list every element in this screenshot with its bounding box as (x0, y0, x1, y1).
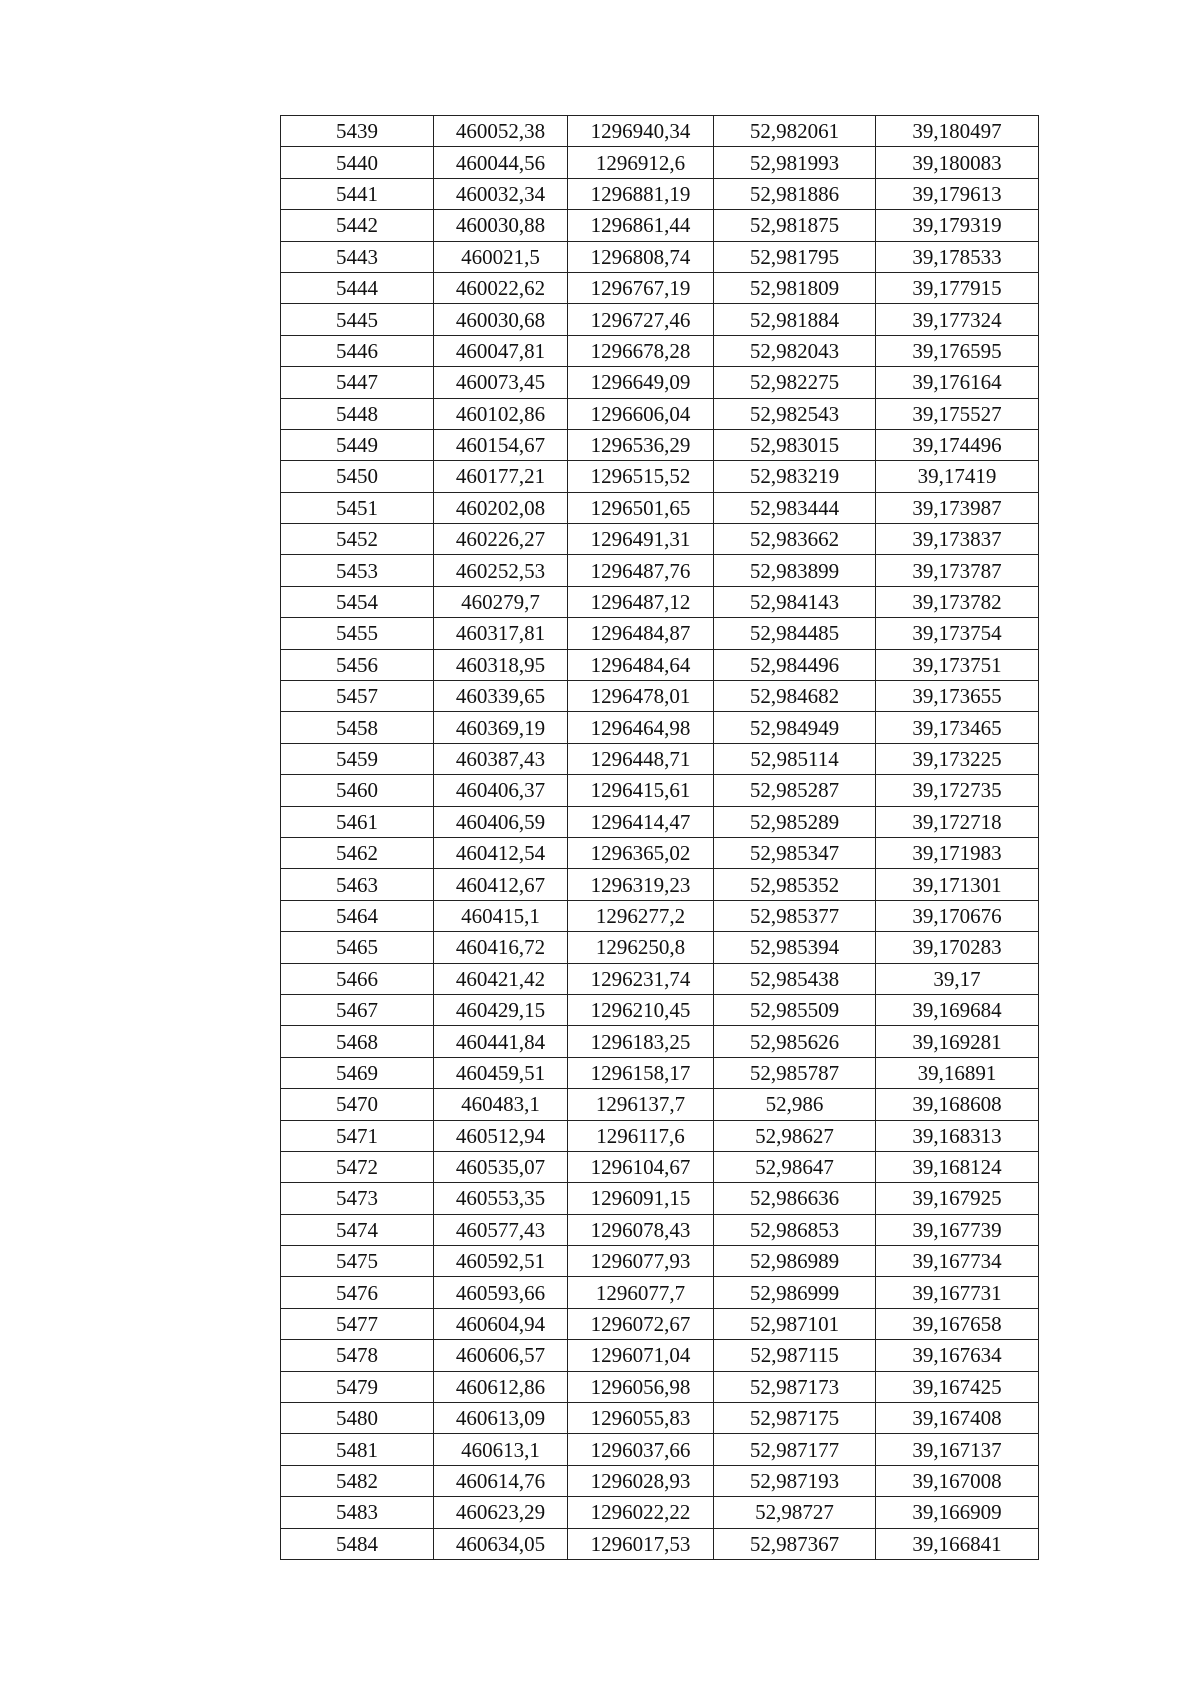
table-row (281, 932, 1039, 963)
x-coordinate-cell: 460604,94 (434, 1308, 568, 1339)
table-row (281, 712, 1039, 743)
latitude-cell: 52,985626 (714, 1026, 876, 1057)
x-coordinate-cell: 460406,37 (434, 775, 568, 806)
longitude-cell: 39,180497 (876, 116, 1039, 147)
latitude-cell: 52,98627 (714, 1120, 876, 1151)
y-coordinate-cell: 1296077,93 (568, 1246, 714, 1277)
point-number-cell: 5444 (281, 272, 434, 303)
point-number-cell: 5442 (281, 210, 434, 241)
latitude-cell: 52,981993 (714, 147, 876, 178)
point-number-cell: 5469 (281, 1057, 434, 1088)
longitude-cell: 39,167408 (876, 1403, 1039, 1434)
x-coordinate-cell: 460030,88 (434, 210, 568, 241)
point-number-cell: 5476 (281, 1277, 434, 1308)
point-number-cell: 5470 (281, 1089, 434, 1120)
y-coordinate-cell: 1296881,19 (568, 178, 714, 209)
x-coordinate-cell: 460317,81 (434, 618, 568, 649)
x-coordinate-cell: 460441,84 (434, 1026, 568, 1057)
x-coordinate-cell: 460593,66 (434, 1277, 568, 1308)
y-coordinate-cell: 1296478,01 (568, 681, 714, 712)
y-coordinate-cell: 1296117,6 (568, 1120, 714, 1151)
point-number-cell: 5457 (281, 681, 434, 712)
longitude-cell: 39,170676 (876, 900, 1039, 931)
table-row (281, 1277, 1039, 1308)
latitude-cell: 52,985509 (714, 994, 876, 1025)
y-coordinate-cell: 1296277,2 (568, 900, 714, 931)
x-coordinate-cell: 460030,68 (434, 304, 568, 335)
point-number-cell: 5452 (281, 524, 434, 555)
longitude-cell: 39,167425 (876, 1371, 1039, 1402)
y-coordinate-cell: 1296028,93 (568, 1465, 714, 1496)
longitude-cell: 39,176595 (876, 335, 1039, 366)
y-coordinate-cell: 1296487,76 (568, 555, 714, 586)
point-number-cell: 5455 (281, 618, 434, 649)
longitude-cell: 39,171301 (876, 869, 1039, 900)
x-coordinate-cell: 460592,51 (434, 1246, 568, 1277)
latitude-cell: 52,985289 (714, 806, 876, 837)
x-coordinate-cell: 460634,05 (434, 1528, 568, 1559)
table-row (281, 367, 1039, 398)
table-row (281, 1403, 1039, 1434)
longitude-cell: 39,173655 (876, 681, 1039, 712)
y-coordinate-cell: 1296415,61 (568, 775, 714, 806)
longitude-cell: 39,177915 (876, 272, 1039, 303)
longitude-cell: 39,167634 (876, 1340, 1039, 1371)
table-row (281, 1465, 1039, 1496)
table-row (281, 806, 1039, 837)
longitude-cell: 39,173754 (876, 618, 1039, 649)
y-coordinate-cell: 1296365,02 (568, 837, 714, 868)
y-coordinate-cell: 1296072,67 (568, 1308, 714, 1339)
y-coordinate-cell: 1296808,74 (568, 241, 714, 272)
coordinates-table-body (281, 116, 1039, 1560)
point-number-cell: 5471 (281, 1120, 434, 1151)
longitude-cell: 39,17 (876, 963, 1039, 994)
y-coordinate-cell: 1296037,66 (568, 1434, 714, 1465)
point-number-cell: 5450 (281, 461, 434, 492)
table-row (281, 1308, 1039, 1339)
point-number-cell: 5464 (281, 900, 434, 931)
x-coordinate-cell: 460154,67 (434, 429, 568, 460)
longitude-cell: 39,180083 (876, 147, 1039, 178)
x-coordinate-cell: 460052,38 (434, 116, 568, 147)
latitude-cell: 52,984485 (714, 618, 876, 649)
y-coordinate-cell: 1296056,98 (568, 1371, 714, 1402)
longitude-cell: 39,167137 (876, 1434, 1039, 1465)
latitude-cell: 52,987193 (714, 1465, 876, 1496)
latitude-cell: 52,985347 (714, 837, 876, 868)
x-coordinate-cell: 460577,43 (434, 1214, 568, 1245)
longitude-cell: 39,172718 (876, 806, 1039, 837)
point-number-cell: 5482 (281, 1465, 434, 1496)
table-row (281, 555, 1039, 586)
latitude-cell: 52,984496 (714, 649, 876, 680)
point-number-cell: 5456 (281, 649, 434, 680)
y-coordinate-cell: 1296071,04 (568, 1340, 714, 1371)
point-number-cell: 5466 (281, 963, 434, 994)
y-coordinate-cell: 1296536,29 (568, 429, 714, 460)
latitude-cell: 52,985787 (714, 1057, 876, 1088)
point-number-cell: 5472 (281, 1151, 434, 1182)
point-number-cell: 5441 (281, 178, 434, 209)
x-coordinate-cell: 460614,76 (434, 1465, 568, 1496)
x-coordinate-cell: 460613,09 (434, 1403, 568, 1434)
point-number-cell: 5447 (281, 367, 434, 398)
latitude-cell: 52,986636 (714, 1183, 876, 1214)
table-row (281, 649, 1039, 680)
longitude-cell: 39,167731 (876, 1277, 1039, 1308)
y-coordinate-cell: 1296861,44 (568, 210, 714, 241)
y-coordinate-cell: 1296940,34 (568, 116, 714, 147)
point-number-cell: 5468 (281, 1026, 434, 1057)
latitude-cell: 52,987101 (714, 1308, 876, 1339)
y-coordinate-cell: 1296649,09 (568, 367, 714, 398)
y-coordinate-cell: 1296767,19 (568, 272, 714, 303)
x-coordinate-cell: 460369,19 (434, 712, 568, 743)
latitude-cell: 52,981875 (714, 210, 876, 241)
point-number-cell: 5439 (281, 116, 434, 147)
table-row (281, 335, 1039, 366)
x-coordinate-cell: 460021,5 (434, 241, 568, 272)
x-coordinate-cell: 460483,1 (434, 1089, 568, 1120)
point-number-cell: 5475 (281, 1246, 434, 1277)
latitude-cell: 52,987177 (714, 1434, 876, 1465)
latitude-cell: 52,984949 (714, 712, 876, 743)
y-coordinate-cell: 1296017,53 (568, 1528, 714, 1559)
x-coordinate-cell: 460318,95 (434, 649, 568, 680)
y-coordinate-cell: 1296606,04 (568, 398, 714, 429)
table-row (281, 994, 1039, 1025)
table-row (281, 1434, 1039, 1465)
longitude-cell: 39,166841 (876, 1528, 1039, 1559)
table-row (281, 461, 1039, 492)
x-coordinate-cell: 460047,81 (434, 335, 568, 366)
longitude-cell: 39,167008 (876, 1465, 1039, 1496)
table-row (281, 272, 1039, 303)
longitude-cell: 39,178533 (876, 241, 1039, 272)
latitude-cell: 52,981795 (714, 241, 876, 272)
longitude-cell: 39,177324 (876, 304, 1039, 335)
point-number-cell: 5445 (281, 304, 434, 335)
longitude-cell: 39,17419 (876, 461, 1039, 492)
point-number-cell: 5478 (281, 1340, 434, 1371)
table-row (281, 429, 1039, 460)
point-number-cell: 5453 (281, 555, 434, 586)
latitude-cell: 52,987367 (714, 1528, 876, 1559)
table-row (281, 304, 1039, 335)
y-coordinate-cell: 1296515,52 (568, 461, 714, 492)
latitude-cell: 52,987175 (714, 1403, 876, 1434)
x-coordinate-cell: 460623,29 (434, 1497, 568, 1528)
longitude-cell: 39,167734 (876, 1246, 1039, 1277)
table-row (281, 586, 1039, 617)
x-coordinate-cell: 460177,21 (434, 461, 568, 492)
latitude-cell: 52,983662 (714, 524, 876, 555)
longitude-cell: 39,173782 (876, 586, 1039, 617)
latitude-cell: 52,981809 (714, 272, 876, 303)
longitude-cell: 39,174496 (876, 429, 1039, 460)
point-number-cell: 5454 (281, 586, 434, 617)
latitude-cell: 52,982043 (714, 335, 876, 366)
y-coordinate-cell: 1296484,87 (568, 618, 714, 649)
y-coordinate-cell: 1296727,46 (568, 304, 714, 335)
table-row (281, 681, 1039, 712)
latitude-cell: 52,985287 (714, 775, 876, 806)
x-coordinate-cell: 460613,1 (434, 1434, 568, 1465)
longitude-cell: 39,179319 (876, 210, 1039, 241)
y-coordinate-cell: 1296487,12 (568, 586, 714, 617)
y-coordinate-cell: 1296183,25 (568, 1026, 714, 1057)
point-number-cell: 5458 (281, 712, 434, 743)
longitude-cell: 39,173987 (876, 492, 1039, 523)
table-row (281, 1246, 1039, 1277)
table-row (281, 1151, 1039, 1182)
x-coordinate-cell: 460553,35 (434, 1183, 568, 1214)
point-number-cell: 5467 (281, 994, 434, 1025)
table-row (281, 837, 1039, 868)
longitude-cell: 39,169281 (876, 1026, 1039, 1057)
point-number-cell: 5451 (281, 492, 434, 523)
longitude-cell: 39,168313 (876, 1120, 1039, 1151)
table-row (281, 116, 1039, 147)
y-coordinate-cell: 1296678,28 (568, 335, 714, 366)
point-number-cell: 5440 (281, 147, 434, 178)
longitude-cell: 39,169684 (876, 994, 1039, 1025)
table-row (281, 1340, 1039, 1371)
point-number-cell: 5465 (281, 932, 434, 963)
table-row (281, 398, 1039, 429)
longitude-cell: 39,168124 (876, 1151, 1039, 1182)
table-row (281, 1120, 1039, 1151)
x-coordinate-cell: 460512,94 (434, 1120, 568, 1151)
y-coordinate-cell: 1296231,74 (568, 963, 714, 994)
table-row (281, 210, 1039, 241)
table-row (281, 618, 1039, 649)
longitude-cell: 39,166909 (876, 1497, 1039, 1528)
latitude-cell: 52,984143 (714, 586, 876, 617)
point-number-cell: 5448 (281, 398, 434, 429)
longitude-cell: 39,179613 (876, 178, 1039, 209)
table-row (281, 1183, 1039, 1214)
longitude-cell: 39,167658 (876, 1308, 1039, 1339)
y-coordinate-cell: 1296158,17 (568, 1057, 714, 1088)
latitude-cell: 52,985114 (714, 743, 876, 774)
table-row (281, 1026, 1039, 1057)
latitude-cell: 52,985394 (714, 932, 876, 963)
table-row (281, 241, 1039, 272)
x-coordinate-cell: 460606,57 (434, 1340, 568, 1371)
y-coordinate-cell: 1296484,64 (568, 649, 714, 680)
x-coordinate-cell: 460612,86 (434, 1371, 568, 1402)
table-row (281, 1371, 1039, 1402)
point-number-cell: 5443 (281, 241, 434, 272)
x-coordinate-cell: 460406,59 (434, 806, 568, 837)
latitude-cell: 52,986989 (714, 1246, 876, 1277)
latitude-cell: 52,987115 (714, 1340, 876, 1371)
point-number-cell: 5463 (281, 869, 434, 900)
longitude-cell: 39,167925 (876, 1183, 1039, 1214)
x-coordinate-cell: 460387,43 (434, 743, 568, 774)
latitude-cell: 52,981886 (714, 178, 876, 209)
point-number-cell: 5461 (281, 806, 434, 837)
latitude-cell: 52,983015 (714, 429, 876, 460)
table-row (281, 869, 1039, 900)
y-coordinate-cell: 1296210,45 (568, 994, 714, 1025)
x-coordinate-cell: 460102,86 (434, 398, 568, 429)
y-coordinate-cell: 1296137,7 (568, 1089, 714, 1120)
point-number-cell: 5479 (281, 1371, 434, 1402)
y-coordinate-cell: 1296414,47 (568, 806, 714, 837)
x-coordinate-cell: 460044,56 (434, 147, 568, 178)
point-number-cell: 5483 (281, 1497, 434, 1528)
y-coordinate-cell: 1296464,98 (568, 712, 714, 743)
x-coordinate-cell: 460535,07 (434, 1151, 568, 1182)
y-coordinate-cell: 1296501,65 (568, 492, 714, 523)
longitude-cell: 39,171983 (876, 837, 1039, 868)
point-number-cell: 5474 (281, 1214, 434, 1245)
x-coordinate-cell: 460252,53 (434, 555, 568, 586)
table-row (281, 900, 1039, 931)
longitude-cell: 39,173225 (876, 743, 1039, 774)
longitude-cell: 39,173837 (876, 524, 1039, 555)
table-row (281, 524, 1039, 555)
latitude-cell: 52,983444 (714, 492, 876, 523)
table-row (281, 775, 1039, 806)
x-coordinate-cell: 460032,34 (434, 178, 568, 209)
point-number-cell: 5477 (281, 1308, 434, 1339)
y-coordinate-cell: 1296448,71 (568, 743, 714, 774)
longitude-cell: 39,170283 (876, 932, 1039, 963)
point-number-cell: 5481 (281, 1434, 434, 1465)
y-coordinate-cell: 1296250,8 (568, 932, 714, 963)
y-coordinate-cell: 1296055,83 (568, 1403, 714, 1434)
latitude-cell: 52,983219 (714, 461, 876, 492)
point-number-cell: 5459 (281, 743, 434, 774)
longitude-cell: 39,175527 (876, 398, 1039, 429)
latitude-cell: 52,98647 (714, 1151, 876, 1182)
table-row (281, 1497, 1039, 1528)
table-row (281, 963, 1039, 994)
latitude-cell: 52,987173 (714, 1371, 876, 1402)
x-coordinate-cell: 460339,65 (434, 681, 568, 712)
y-coordinate-cell: 1296319,23 (568, 869, 714, 900)
longitude-cell: 39,172735 (876, 775, 1039, 806)
x-coordinate-cell: 460202,08 (434, 492, 568, 523)
latitude-cell: 52,986999 (714, 1277, 876, 1308)
x-coordinate-cell: 460279,7 (434, 586, 568, 617)
latitude-cell: 52,982061 (714, 116, 876, 147)
x-coordinate-cell: 460415,1 (434, 900, 568, 931)
latitude-cell: 52,981884 (714, 304, 876, 335)
table-row (281, 743, 1039, 774)
point-number-cell: 5484 (281, 1528, 434, 1559)
x-coordinate-cell: 460022,62 (434, 272, 568, 303)
longitude-cell: 39,168608 (876, 1089, 1039, 1120)
latitude-cell: 52,983899 (714, 555, 876, 586)
point-number-cell: 5449 (281, 429, 434, 460)
latitude-cell: 52,986 (714, 1089, 876, 1120)
longitude-cell: 39,167739 (876, 1214, 1039, 1245)
latitude-cell: 52,985438 (714, 963, 876, 994)
y-coordinate-cell: 1296091,15 (568, 1183, 714, 1214)
y-coordinate-cell: 1296077,7 (568, 1277, 714, 1308)
x-coordinate-cell: 460412,67 (434, 869, 568, 900)
point-number-cell: 5460 (281, 775, 434, 806)
x-coordinate-cell: 460412,54 (434, 837, 568, 868)
point-number-cell: 5446 (281, 335, 434, 366)
x-coordinate-cell: 460073,45 (434, 367, 568, 398)
latitude-cell: 52,982543 (714, 398, 876, 429)
point-number-cell: 5480 (281, 1403, 434, 1434)
x-coordinate-cell: 460429,15 (434, 994, 568, 1025)
longitude-cell: 39,173465 (876, 712, 1039, 743)
table-row (281, 1057, 1039, 1088)
x-coordinate-cell: 460459,51 (434, 1057, 568, 1088)
latitude-cell: 52,984682 (714, 681, 876, 712)
point-number-cell: 5462 (281, 837, 434, 868)
table-row (281, 1528, 1039, 1559)
y-coordinate-cell: 1296912,6 (568, 147, 714, 178)
table-row (281, 147, 1039, 178)
longitude-cell: 39,173751 (876, 649, 1039, 680)
coordinates-table (280, 115, 1039, 1560)
latitude-cell: 52,985377 (714, 900, 876, 931)
x-coordinate-cell: 460421,42 (434, 963, 568, 994)
y-coordinate-cell: 1296022,22 (568, 1497, 714, 1528)
longitude-cell: 39,173787 (876, 555, 1039, 586)
longitude-cell: 39,176164 (876, 367, 1039, 398)
latitude-cell: 52,98727 (714, 1497, 876, 1528)
latitude-cell: 52,982275 (714, 367, 876, 398)
table-row (281, 178, 1039, 209)
y-coordinate-cell: 1296104,67 (568, 1151, 714, 1182)
latitude-cell: 52,985352 (714, 869, 876, 900)
table-row (281, 1089, 1039, 1120)
x-coordinate-cell: 460416,72 (434, 932, 568, 963)
table-row (281, 492, 1039, 523)
latitude-cell: 52,986853 (714, 1214, 876, 1245)
longitude-cell: 39,16891 (876, 1057, 1039, 1088)
table-row (281, 1214, 1039, 1245)
point-number-cell: 5473 (281, 1183, 434, 1214)
x-coordinate-cell: 460226,27 (434, 524, 568, 555)
y-coordinate-cell: 1296491,31 (568, 524, 714, 555)
y-coordinate-cell: 1296078,43 (568, 1214, 714, 1245)
